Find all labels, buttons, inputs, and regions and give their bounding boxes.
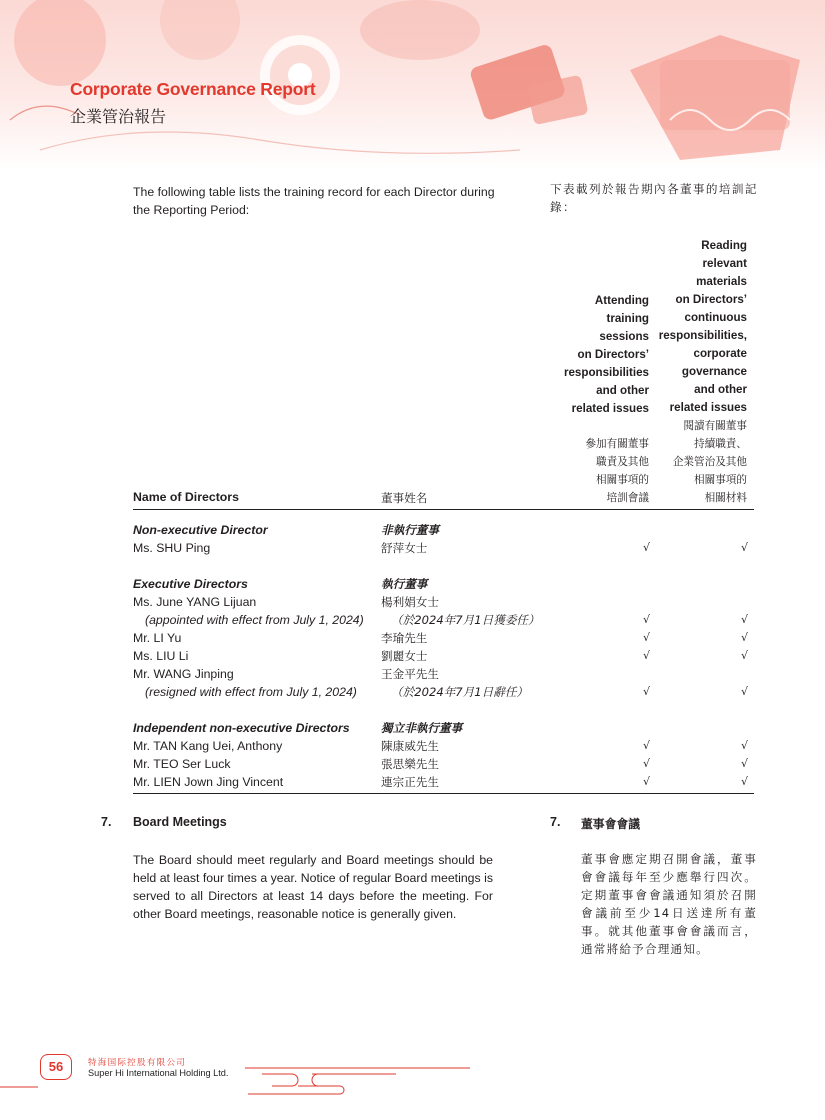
training-check-mark: √ <box>642 757 650 770</box>
training-check-mark: √ <box>642 685 650 698</box>
director-name: Executive Directors <box>133 577 248 591</box>
intro-text-zh: 下表載列於報告期內各董事的培訓記錄： <box>550 182 758 214</box>
director-name-zh: 王金平先生 <box>381 667 439 681</box>
column-header-training: Attending training sessions on Directors’ responsibilities and other related issues <box>563 294 649 415</box>
reading-check-mark: √ <box>740 649 748 662</box>
director-name-zh: 舒萍女士 <box>381 541 428 555</box>
director-name: Ms. SHU Ping <box>133 541 211 555</box>
training-check-mark: √ <box>642 775 650 788</box>
training-check-mark: √ <box>642 631 650 644</box>
training-check-mark: √ <box>642 613 650 626</box>
section-title-zh: 董事會會議 <box>581 817 640 831</box>
table-header-rule <box>133 509 754 510</box>
section-number: 7. <box>101 815 112 829</box>
reading-check-mark: √ <box>740 541 748 554</box>
director-name-zh: （於2024年7月1日獲委任） <box>391 613 540 627</box>
section-number-zh: 7. <box>550 815 561 829</box>
table-category-row <box>0 575 825 593</box>
column-header-name: Name of Directors <box>133 490 239 504</box>
director-name: Mr. LI Yu <box>133 631 182 645</box>
reading-check-mark: √ <box>740 775 748 788</box>
director-name-zh: 劉麗女士 <box>381 649 428 663</box>
director-name-zh: 執行董事 <box>381 577 428 591</box>
director-name: Ms. June YANG Lijuan <box>133 595 257 609</box>
table-row <box>0 593 825 611</box>
table-row <box>0 647 825 665</box>
table-row <box>0 665 825 683</box>
page-number: 56 <box>40 1054 72 1080</box>
reading-check-mark: √ <box>740 631 748 644</box>
director-name-zh: 連宗正先生 <box>381 775 439 789</box>
column-header-training-zh: 參加有關董事 職責及其他 相關事項的 培訓會議 <box>585 438 649 504</box>
table-row <box>0 539 825 557</box>
director-name: Mr. TEO Ser Luck <box>133 757 231 771</box>
director-name: Independent non-executive Directors <box>133 721 350 735</box>
director-name-zh: 楊利娟女士 <box>381 595 439 609</box>
director-name: Mr. WANG Jinping <box>133 667 234 681</box>
reading-check-mark: √ <box>740 757 748 770</box>
section-title: Board Meetings <box>133 815 227 829</box>
director-name-zh: 陳康威先生 <box>381 739 439 753</box>
table-category-row <box>0 719 825 737</box>
reading-check-mark: √ <box>740 685 748 698</box>
director-name: (appointed with effect from July 1, 2024) <box>145 613 364 627</box>
company-name-zh: 特海国际控股有限公司 <box>88 1058 186 1068</box>
column-header-reading-zh: 閱讀有關董事 持續職責、 企業管治及其他 相關事項的 相關材料 <box>672 420 747 504</box>
column-header-reading: Reading relevant materials on Directors’ continuous responsibilities, corporate governance and other related issues <box>658 239 747 414</box>
table-note-row <box>0 683 825 701</box>
director-name: Non-executive Director <box>133 523 268 537</box>
section-body-zh: 董事會應定期召開會議，董事會會議每年至少應舉行四次。定期董事會會議通知須於召開會議前至少14日送達所有董事。就其他董事會會議而言，通常將給予合理通知。 <box>581 852 757 956</box>
page-title: Corporate Governance Report <box>70 79 316 99</box>
company-name: Super Hi International Holding Ltd. <box>88 1068 229 1078</box>
director-name-zh: 非執行董事 <box>381 523 439 537</box>
reading-check-mark: √ <box>740 739 748 752</box>
director-name: Ms. LIU Li <box>133 649 189 663</box>
reading-check-mark: √ <box>740 613 748 626</box>
training-check-mark: √ <box>642 541 650 554</box>
director-name-zh: 李瑜先生 <box>381 631 428 645</box>
table-bottom-rule <box>133 793 754 794</box>
director-name: Mr. TAN Kang Uei, Anthony <box>133 739 283 753</box>
page-subtitle-zh: 企業管治報告 <box>70 107 167 126</box>
director-name: Mr. LIEN Jown Jing Vincent <box>133 775 284 789</box>
table-row <box>0 773 825 791</box>
table-row <box>0 755 825 773</box>
section-body: The Board should meet regularly and Board meetings should be held at least four times a year. Notice of regular Board meetings is served to all Directors at least 14 days before the meeting. For other Board meetings, reasonable notice is generally given. <box>133 853 493 921</box>
director-name: (resigned with effect from July 1, 2024) <box>145 685 357 699</box>
table-row <box>0 737 825 755</box>
training-check-mark: √ <box>642 739 650 752</box>
director-name-zh: 獨立非執行董事 <box>381 721 463 735</box>
table-note-row <box>0 611 825 629</box>
training-check-mark: √ <box>642 649 650 662</box>
director-name-zh: （於2024年7月1日辭任） <box>391 685 529 699</box>
table-row <box>0 629 825 647</box>
director-name-zh: 張思樂先生 <box>381 757 439 771</box>
intro-text: The following table lists the training record for each Director during the Reporting Period: <box>133 185 495 217</box>
table-category-row <box>0 521 825 539</box>
column-header-name-zh: 董事姓名 <box>381 491 428 505</box>
